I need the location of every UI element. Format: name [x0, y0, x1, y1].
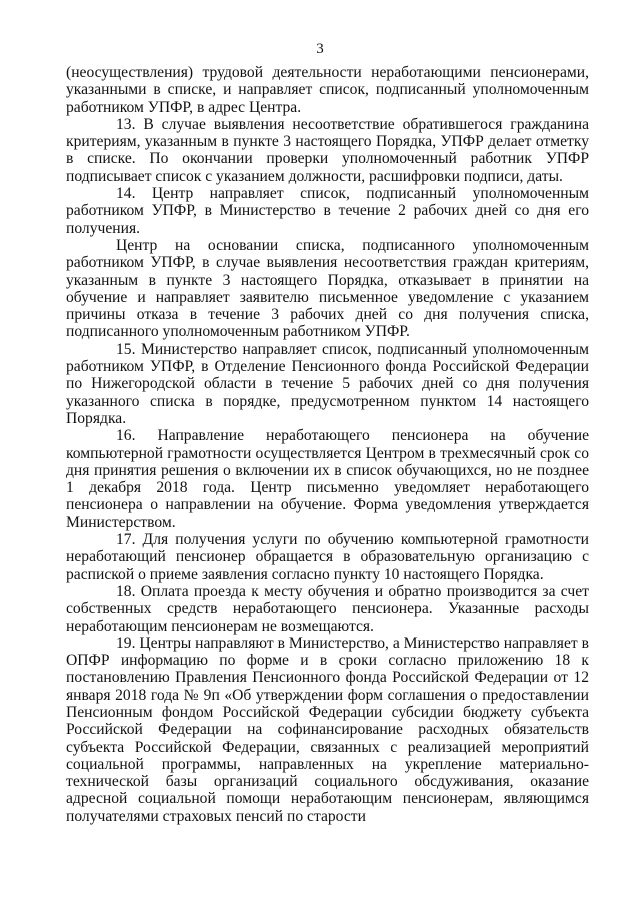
- paragraph-15: 15. Министерство направляет список, подписанный уполномоченным работником УПФР, в Отделение Пенсионного фонда Российской Федерации по Нижегородской области в течение 5 рабочих дней со дня получения указанного списка в порядке, предусмотренном пунктом 14 настоящего Порядка.: [66, 340, 589, 427]
- paragraph-14: 14. Центр направляет список, подписанный уполномоченным работником УПФР, в Министерство в течение 2 рабочих дней со дня его получения.: [66, 185, 589, 237]
- document-body: [66, 64, 589, 825]
- paragraph-16: 16. Направление неработающего пенсионера на обучение компьютерной грамотности осуществляется Центром в трехмесячный срок со дня принятия решения о включении их в список обучающихся, но не позднее 1 декабря 2018 года. Центр письменно уведомляет неработающего пенсионера о направлении на обучение. Форма уведомления утверждается Министерством.: [66, 427, 589, 531]
- paragraph-19: 19. Центры направляют в Министерство, а Министерство направляет в ОПФР информацию по форме и в сроки согласно приложению 18 к постановлению Правления Пенсионного фонда Российской Федерации от 12 января 2018 года № 9п «Об утверждении форм соглашения о предоставлении Пенсионным фондом Российской Федерации субсидии бюджету субъекта Российской Федерации на софинансирование расходных обязательств субъекта Российской Федерации, связанных с реализацией мероприятий социальной программы, направленных на укрепление материально-технической базы организаций социального обсдуживания, оказание адресной социальной помощи неработающим пенсионерам, являющимся получателями страховых пенсий по старости: [66, 634, 589, 825]
- paragraph-18: 18. Оплата проезда к месту обучения и обратно производится за счет собственных средств неработающего пенсионера. Указанные расходы неработающим пенсионерам не возмещаются.: [66, 582, 589, 635]
- paragraph-14-continued: Центр на основании списка, подписанного уполномоченным работником УПФР, в случае выявления несоответствия граждан критериям, указанным в пункте 3 настоящего Порядка, отказывает в принятии на обучение и направляет заявителю письменное уведомление с указанием причины отказа в течение 3 рабочих дней со дня получения списка, подписанного уполномоченным работником УПФР.: [66, 236, 589, 341]
- paragraph-continuation: (неосуществления) трудовой деятельности неработающими пенсионерами, указанными в списке, и направляет список, подписанный уполномоченным работником УПФР, в адрес Центра.: [66, 64, 589, 116]
- paragraph-13: 13. В случае выявления несоответствие обратившегося гражданина критериям, указанным в пункте 3 настоящего Порядка, УПФР делает отметку в списке. По окончании проверки уполномоченный работник УПФР подписывает список с указанием должности, расшифровки подписи, даты.: [66, 115, 589, 185]
- page-number: 3: [316, 41, 324, 57]
- paragraph-17: 17. Для получения услуги по обучению компьютерной грамотности неработающий пенсионер обращается в образовательную организацию с распиской о приеме заявления согласно пункту 10 настоящего Порядка.: [66, 531, 589, 583]
